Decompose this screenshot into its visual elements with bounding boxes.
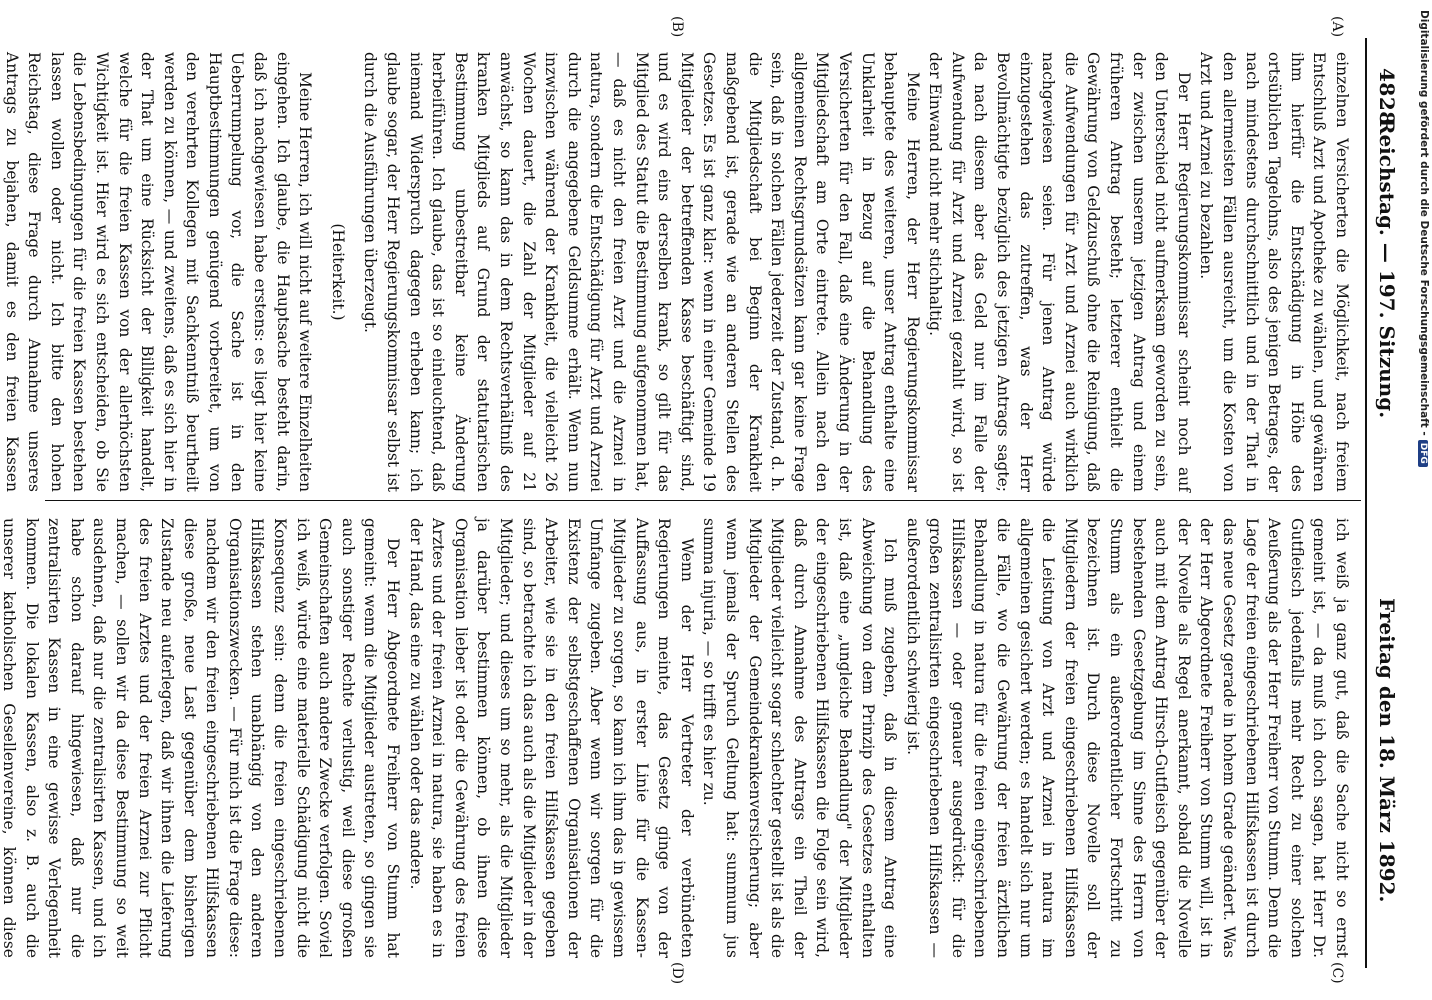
column-divider [45, 500, 1361, 501]
right-column [0, 518, 1353, 958]
header-rule [1365, 38, 1367, 968]
paragraph: Meine Herren, der Herr Regierungskommissar behauptete des weiteren, unser Antrag enthalte eine Unklarheit in Bezug auf die Behandlung des Versicherten für den Fall, daß eine Änderung in der Mitgliedschaft am Orte eintrete. Allein nach den allgemeinen Rechtsgrundsätzen kann gar keine Frage sein, daß in solchen Fällen jederzeit der Zustand, d. h. die Mitgliedschaft bei Beginn der Krankheit maßgebend ist, gerade wie an anderen Stellen des Gesetzes. Es ist ganz klar: wenn in einer Gemeinde 19 Mitglieder der betreffenden Kasse beschäftigt sind, und es wird eins derselben krank, so gilt für das Mitglied des Statut die Bestimmung aufgenommen hat, — daß es nicht den freien Arzt und die Arznei in natura, sondern die Entschädigung für Arzt und Arznei durch die angegebene Geldsumme erhält. Wenn nun inzwischen während der Krankheit, die vielleicht 26 Wochen dauert, die Zahl der Mitglieder auf 21 anwächst, so kann das in dem Rechtsverhältniß des kranken Mitglieds auf Grund der statutarischen Bestimmung unbestreitbar keine Änderung herbeiführen. Ich glaube, das ist so einleuchtend, daß niemand Widerspruch dagegen erheben kann; ich glaube sogar, der Herr Regierungskommissar selbst ist durch die Ausführungen überzeugt. [361, 52, 922, 492]
paragraph: Wenn der Herr Vertreter der verbündeten Regierungen meinte, das Gesetz ginge von der Auffassung aus, in erster Linie für die Kassen-Mitglieder zu sorgen, so kann ich ihm das in gewissem Umfange zugeben. Aber wenn wir sorgen für die Existenz der selbstgeschaffenen Organisationen der Arbeiter, wie sie in den freien Hilfskassen gegeben sind, so betrachte ich das auch als die Mitglieder in der Mitglieder; und dieses um so mehr, als die Mitglieder ja darüber bestimmen können, ob ihnen diese Organisation lieber ist oder die Gewährung des freien Arztes und der freien Arznei in natura, sie haben es in der Hand, das eine zu wählen oder das andere. [406, 518, 696, 958]
margin-letter-b: (B) [669, 16, 685, 38]
paragraph: Der Herr Abgeordnete Freiherr von Stumm hat gemeint: wenn die Mitglieder austreten, so gingen sie auch sonstiger Rechte verlustig, weil diese großen Gemeinschaften auch andere Zwecke verfolgen. Soviel ich weiß, würde eine materielle Schädigung nicht die Konsequenz sein: denn die freien eingeschriebenen Hilfskassen stehen unabhängig von den anderen Organisationszwecken. — Für mich ist die Frage diese: nachdem wir den freien eingeschriebenen Hilfskassen diese große, neue Last gegenüber dem bisherigen Zustande neu auferlegen, daß wir ihnen die Lieferung des freien Arztes und der freien Arznei zur Pflicht machen, — sollen wir da diese Bestimmung so weit ausdehnen, daß nur die zentralisirten Kassen, und ich habe schon darauf hingewiesen, daß nur die zentralisirten Kassen in eine gewisse Verlegenheit kommen. Die lokalen Kassen, also z. B. auch die unserer katholischen Gesellenvereine, können diese [0, 518, 403, 958]
paragraph: Ich muß zugeben, daß in diesem Antrag eine Abweichung von dem Prinzip des Gesetzes enthalten ist, daß eine „ungleiche Behandlung" der Mitglieder der eingeschriebenen Hilfskassen die Folge sein wird, daß durch Annahme des Antrags ein Theil der Mitglieder vielleicht sogar schlechter gestellt ist als die Mitglieder der Gemeindekrankenversicherung; aber wenn jemals der Spruch Geltung hat: summum jus summa injuria, — so trifft es hier zu. [700, 518, 900, 958]
dfg-logo-icon: DFG [1418, 440, 1428, 467]
digitization-credit-strip [1414, 0, 1432, 1000]
session-title: Reichstag. — 197. Sitzung. [1375, 117, 1399, 419]
page-number: 4828 [1375, 68, 1399, 126]
session-date: Freitag den 18. März 1892. [1375, 598, 1399, 903]
page-header [1371, 38, 1405, 968]
paragraph: einzelnen Versicherten die Möglichkeit, nach freiem Entschluß Arzt und Apotheke zu wählen, und gewähren ihm hierfür die Entschädigung in Höhe des ortsüblichen Tagelohns, also des jenigen Betrages, der nach mindestens durchschnittlich und in der That in den allermeisten Fällen ausreicht, um die Kosten von Arzt und Arznei zu bezahlen. [1197, 52, 1351, 492]
digitization-credit [1418, 10, 1430, 467]
interjection: (Heiterkeit.) [328, 223, 347, 321]
left-column [2, 52, 1353, 492]
margin-letter-d: (D) [669, 962, 685, 985]
paragraph: ich weiß ja ganz gut, daß die Sache nicht so ernst gemeint ist, — da muß ich doch sagen, hat Herr Dr. Gutfleisch jedenfalls mehr Recht zu einer solchen Aeußerung als der Herr Freiherr von Stumm. Denn die Lage der freien eingeschriebenen Hilfskassen ist durch das neue Gesetz gerade in hohem Grade geändert. Was der Herr Abgeordnete Freiherr von Stumm will, ist in der Novelle als Regel anerkannt, sobald die Novelle auch mit dem Antrag Hirsch-Gutfleisch gegenüber der bestehenden Gesetzgebung im Sinne des Herrn von Stumm als ein außerordentlicher Fortschritt zu bezeichnen ist. Durch diese Novelle soll der Mitgliedern der freien eingeschriebenen Hilfskassen die Leistung von Arzt und Arznei in natura im allgemeinen gesichert werden; es handelt sich nur um die Fälle, wo die Gewährung der freien ärztlichen Behandlung in natura für die freien eingeschriebenen Hilfskassen — oder genauer ausgedrückt: für die großen zentralisirten eingeschriebenen Hilfskassen — außerordentlich schwierig ist. [903, 518, 1351, 958]
rotated-document-page [0, 16, 1405, 985]
paragraph: Der Herr Regierungskommissar scheint noch auf den Unterschied nicht aufmerksam geworden zu sein, der zwischen unserem jetzigen Antrag und einem früheren Antrag besteht; letzterer enthielt die Gewährung von Geldzuschuß ohne die Reinigung, daß die Aufwendungen für Arzt und Arznei auch wirklich nachgewiesen seien. Für jenen Antrag würde einzugestehen das zutreffen, was der Herr Bevollmächtigte bezüglich des jetzigen Antrags sagte; da nach diesem aber das Geld nur im Falle der Aufwendung für Arzt und Arznei gezahlt wird, so ist der Einwand nicht mehr stichhaltig. [926, 52, 1193, 492]
margin-letter-a: (A) [1329, 16, 1345, 38]
paragraph: Meine Herren, ich will nicht auf weitere Einzelheiten eingehen. Ich glaube, die Hauptsache besteht darin, daß ich nachgewiesen habe erstens: es liegt hier keine Ueberrumpelung vor, die Sache ist in den Hauptbestimmungen genügend vorbereitet, um von den verehrten Kollegen mit Sachkenntniß beurtheilt werden zu können, — und zweitens, daß es sich hier in der That um eine Rücksicht der Billigkeit handelt, welche für die freien Kassen von der allerhöchsten Wichtigkeit ist. Hier wird es sich entscheiden, ob Sie die Lebensbedingungen für die freien Kassen bestehen lassen wollen oder nicht. Ich bitte den hohen Reichstag, diese Frage durch Annahme unseres Antrags zu bejahen, damit es den freien Kassen [2, 52, 315, 492]
credit-text: Digitalisierung gefördert durch die Deutsche Forschungsgemeinschaft - [1418, 10, 1430, 436]
margin-letter-c: (C) [1329, 962, 1345, 984]
